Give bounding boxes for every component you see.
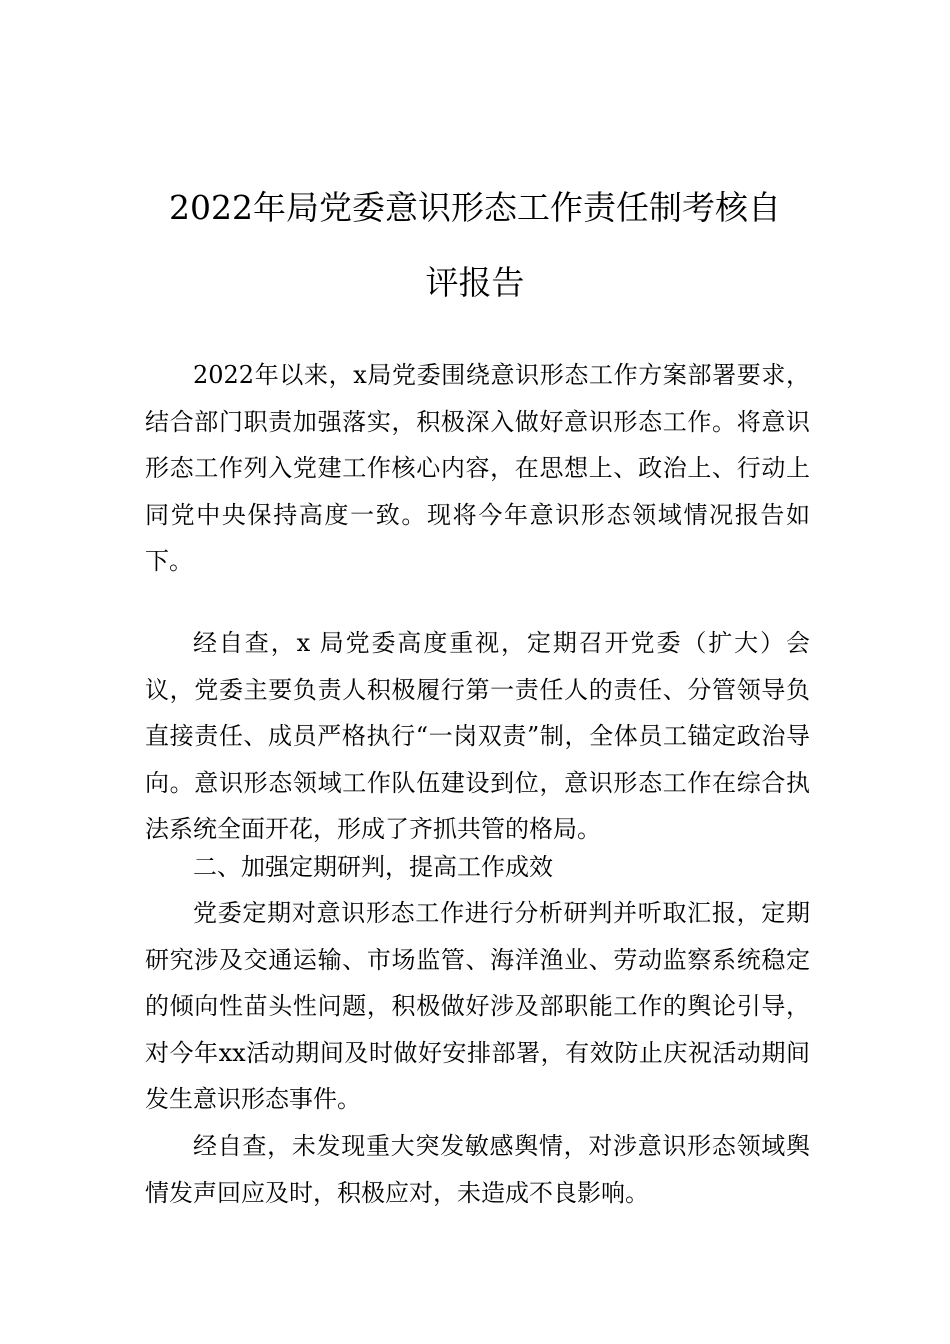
paragraph-self-check-2 [145, 1123, 810, 1216]
title-line-2: 评报告 [425, 263, 525, 302]
title-line-1: 2022年局党委意识形态工作责任制考核自 [169, 188, 781, 227]
document-title [140, 170, 810, 320]
paragraph-analysis [145, 890, 810, 1123]
paragraph-text: 党委定期对意识形态工作进行分析研判并听取汇报，定期研究涉及交通运输、市场监管、海洋渔业、劳动监察系统稳定的倾向性苗头性问题，积极做好涉及部职能工作的舆论引导，对今年xx活动期间及时做好安排部署，有效防止庆祝活动期间发生意识形态事件。 [145, 899, 810, 1113]
paragraph-intro [145, 352, 810, 585]
section-heading-2 [145, 844, 810, 891]
paragraph-text: 经自查，未发现重大突发敏感舆情，对涉意识形态领域舆情发声回应及时，积极应对，未造成不良影响。 [145, 1132, 810, 1207]
paragraph-self-check-1 [145, 620, 810, 853]
section-heading-text: 二、加强定期研判，提高工作成效 [193, 853, 553, 881]
paragraph-text: 2022年以来，x局党委围绕意识形态工作方案部署要求，结合部门职责加强落实，积极深入做好意识形态工作。将意识形态工作列入党建工作核心内容，在思想上、政治上、行动上同党中央保持高度一致。现将今年意识形态领域情况报告如下。 [145, 361, 810, 575]
paragraph-text: 经自查，x 局党委高度重视，定期召开党委（扩大）会议，党委主要负责人积极履行第一责任人的责任、分管领导负直接责任、成员严格执行“一岗双责”制，全体员工锚定政治导向。意识形态领域工作队伍建设到位，意识形态工作在综合执法系统全面开花，形成了齐抓共管的格局。 [145, 629, 810, 843]
